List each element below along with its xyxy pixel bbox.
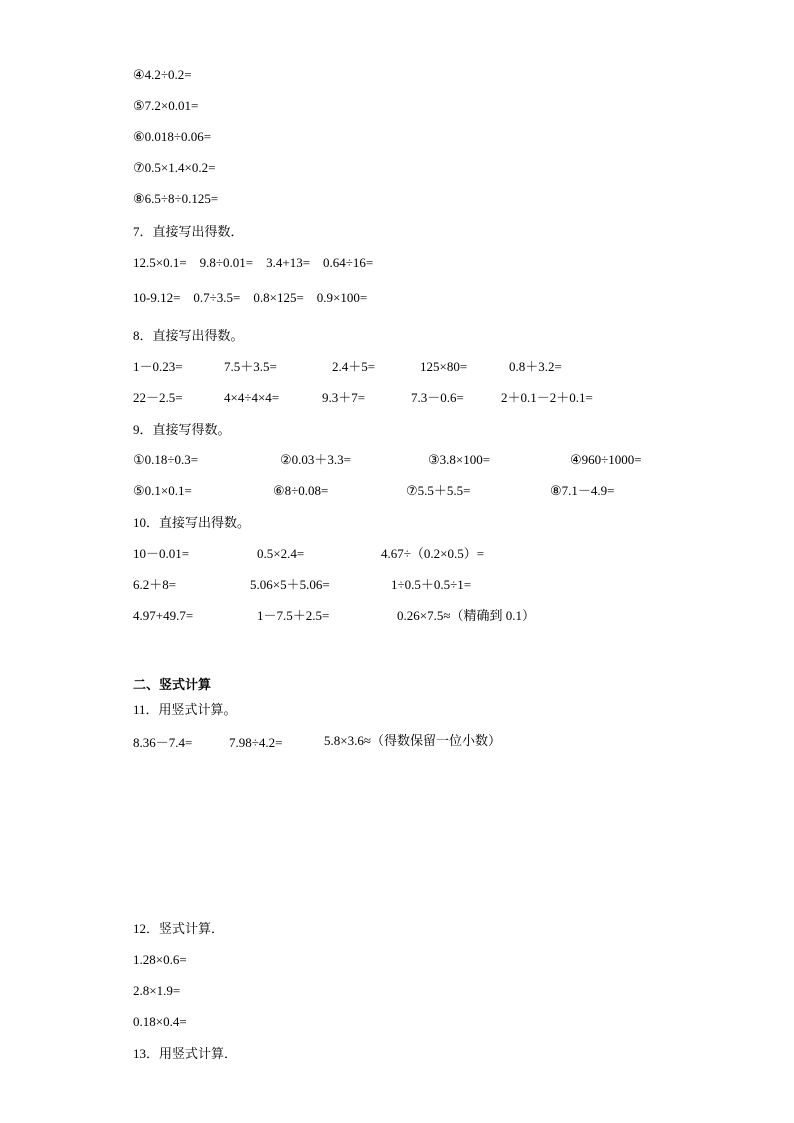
q9-r1-c4: ④960÷1000= (570, 452, 642, 467)
q8-r1-c3: 2.4＋5= (332, 359, 376, 374)
q10-r1-c1: 10－0.01= (133, 546, 190, 561)
prev-item-8: ⑧6.5÷8÷0.125= (133, 191, 219, 206)
q8-r2-c4: 7.3－0.6= (411, 390, 464, 405)
q13-title: 13．用竖式计算． (133, 1046, 238, 1061)
q10-r3-c2: 1－7.5＋2.5= (257, 608, 330, 623)
q8-title: 8．直接写出得数。 (133, 328, 244, 343)
q12-item-2: 2.8×1.9= (133, 983, 181, 998)
q10-r2-c3: 1÷0.5＋0.5÷1= (391, 577, 472, 592)
q9-r2-c3: ⑦5.5＋5.5= (406, 483, 471, 498)
q9-r1-c1: ①0.18÷0.3= (133, 452, 199, 467)
q11-title: 11．用竖式计算。 (133, 702, 237, 717)
q10-r2-c1: 6.2＋8= (133, 577, 177, 592)
section-2-title: 二、竖式计算 (133, 677, 212, 692)
q12-title: 12．竖式计算． (133, 921, 225, 936)
q10-r3-c3: 0.26×7.5≈（精确到 0.1） (397, 608, 535, 623)
q12-item-3: 0.18×0.4= (133, 1014, 187, 1029)
prev-item-6: ⑥0.018÷0.06= (133, 129, 212, 144)
prev-item-7: ⑦0.5×1.4×0.2= (133, 160, 216, 175)
q11-item-1: 8.36－7.4= (133, 735, 193, 750)
q11-item-2: 7.98÷4.2= (229, 735, 283, 750)
q10-title: 10．直接写出得数。 (133, 515, 251, 530)
q8-r2-c1: 22－2.5= (133, 390, 183, 405)
prev-item-5: ⑤7.2×0.01= (133, 98, 199, 113)
q9-r1-c2: ②0.03＋3.3= (280, 452, 351, 467)
q9-r2-c4: ⑧7.1－4.9= (550, 483, 615, 498)
q7-row-2: 10-9.12= 0.7÷3.5= 0.8×125= 0.9×100= (133, 290, 368, 305)
prev-item-4: ④4.2÷0.2= (133, 67, 192, 82)
q10-r3-c1: 4.97+49.7= (133, 608, 194, 623)
q8-r1-c2: 7.5＋3.5= (224, 359, 277, 374)
q10-r2-c2: 5.06×5＋5.06= (250, 577, 330, 592)
q8-r2-c5: 2＋0.1－2＋0.1= (501, 390, 593, 405)
q8-r2-c3: 9.3＋7= (322, 390, 366, 405)
q8-r1-c4: 125×80= (420, 359, 468, 374)
q11-item-3: 5.8×3.6≈（得数保留一位小数） (324, 733, 501, 748)
q9-r2-c1: ⑤0.1×0.1= (133, 483, 192, 498)
q7-title: 7．直接写出得数． (133, 224, 244, 239)
q9-r2-c2: ⑥8÷0.08= (273, 483, 329, 498)
q10-r1-c2: 0.5×2.4= (257, 546, 305, 561)
q8-r1-c5: 0.8＋3.2= (509, 359, 562, 374)
q9-r1-c3: ③3.8×100= (428, 452, 491, 467)
q12-item-1: 1.28×0.6= (133, 952, 187, 967)
q8-r2-c2: 4×4÷4×4= (224, 390, 280, 405)
q8-r1-c1: 1－0.23= (133, 359, 183, 374)
q10-r1-c3: 4.67÷（0.2×0.5）= (381, 546, 485, 561)
q7-row-1: 12.5×0.1= 9.8÷0.01= 3.4+13= 0.64÷16= (133, 255, 374, 270)
q9-title: 9．直接写得数。 (133, 422, 231, 437)
